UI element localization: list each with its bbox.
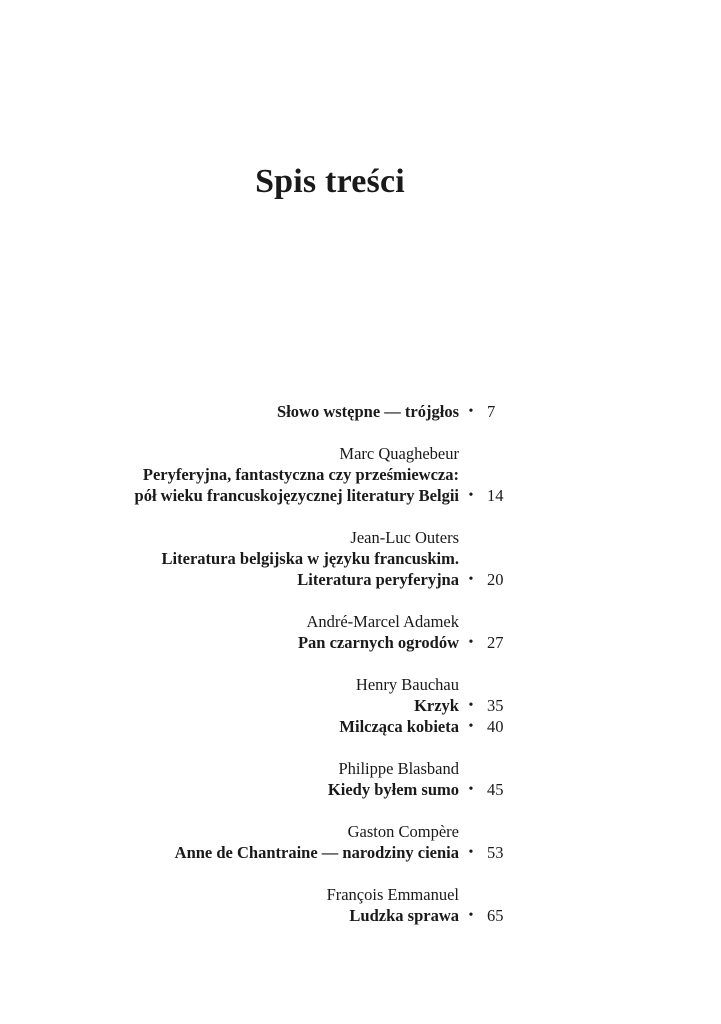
toc-entry-line[interactable] <box>0 716 721 737</box>
toc-entry-title[interactable]: Ludzka sprawa <box>349 906 459 925</box>
table-of-contents <box>0 401 721 926</box>
toc-entry-line[interactable] <box>0 905 721 926</box>
toc-author-line <box>0 758 721 779</box>
toc-bullet: • <box>468 572 474 587</box>
toc-spacer <box>0 863 721 884</box>
toc-spacer <box>0 737 721 758</box>
toc-page-number[interactable]: 40 <box>487 717 504 736</box>
toc-entry-title[interactable]: Literatura peryferyjna <box>297 570 459 589</box>
toc-bullet: • <box>468 845 474 860</box>
toc-author-line <box>0 884 721 905</box>
toc-spacer <box>0 653 721 674</box>
toc-author-line <box>0 674 721 695</box>
toc-entry-line[interactable] <box>0 464 721 485</box>
toc-spacer <box>0 506 721 527</box>
toc-bullet: • <box>468 698 474 713</box>
toc-author-line <box>0 611 721 632</box>
toc-entry-line[interactable] <box>0 485 721 506</box>
toc-entry-title[interactable]: Kiedy byłem sumo <box>327 780 459 799</box>
toc-bullet: • <box>468 719 474 734</box>
toc-author: Philippe Blasband <box>338 759 459 778</box>
toc-page-number[interactable]: 35 <box>487 696 504 715</box>
page-title: Spis treści <box>255 162 405 200</box>
toc-spacer <box>0 590 721 611</box>
toc-author-line <box>0 443 721 464</box>
toc-author: François Emmanuel <box>326 885 459 904</box>
toc-entry-line[interactable] <box>0 779 721 800</box>
toc-entry-line[interactable] <box>0 632 721 653</box>
toc-page-number[interactable]: 27 <box>487 633 504 652</box>
toc-page-number[interactable]: 65 <box>487 906 504 925</box>
toc-spacer <box>0 422 721 443</box>
toc-entry-title[interactable]: Słowo wstępne — trójgłos <box>277 402 459 421</box>
toc-entry-title[interactable]: Anne de Chantraine — narodziny cienia <box>174 843 459 862</box>
toc-bullet: • <box>468 635 474 650</box>
toc-author-line <box>0 821 721 842</box>
toc-page-number[interactable]: 45 <box>487 780 504 799</box>
toc-entry-title[interactable]: Pan czarnych ogrodów <box>297 633 459 652</box>
toc-entry-line[interactable] <box>0 695 721 716</box>
toc-page-number[interactable]: 20 <box>487 570 504 589</box>
toc-entry-title[interactable]: Krzyk <box>414 696 459 715</box>
toc-entry-line[interactable] <box>0 548 721 569</box>
toc-entry-title[interactable]: Milcząca kobieta <box>339 717 459 736</box>
toc-entry-title[interactable]: pół wieku francuskojęzycznej literatury Belgii <box>134 486 459 505</box>
toc-spacer <box>0 800 721 821</box>
toc-entry-title[interactable]: Literatura belgijska w języku francuskim. <box>161 549 459 568</box>
toc-entry-line[interactable] <box>0 569 721 590</box>
toc-page-number[interactable]: 7 <box>487 402 496 421</box>
toc-page-number[interactable]: 53 <box>487 843 504 862</box>
toc-bullet: • <box>468 908 474 923</box>
toc-author: Henry Bauchau <box>355 675 459 694</box>
toc-entry-line[interactable] <box>0 401 721 422</box>
toc-author-line <box>0 527 721 548</box>
toc-bullet: • <box>468 404 474 419</box>
toc-entry-title[interactable]: Peryferyjna, fantastyczna czy prześmiewcza: <box>142 465 459 484</box>
toc-author: André-Marcel Adamek <box>306 612 459 631</box>
toc-author: Jean-Luc Outers <box>350 528 459 547</box>
toc-bullet: • <box>468 782 474 797</box>
toc-page-number[interactable]: 14 <box>487 486 504 505</box>
toc-author: Gaston Compère <box>347 822 459 841</box>
toc-author: Marc Quaghebeur <box>339 444 459 463</box>
toc-entry-line[interactable] <box>0 842 721 863</box>
toc-bullet: • <box>468 488 474 503</box>
